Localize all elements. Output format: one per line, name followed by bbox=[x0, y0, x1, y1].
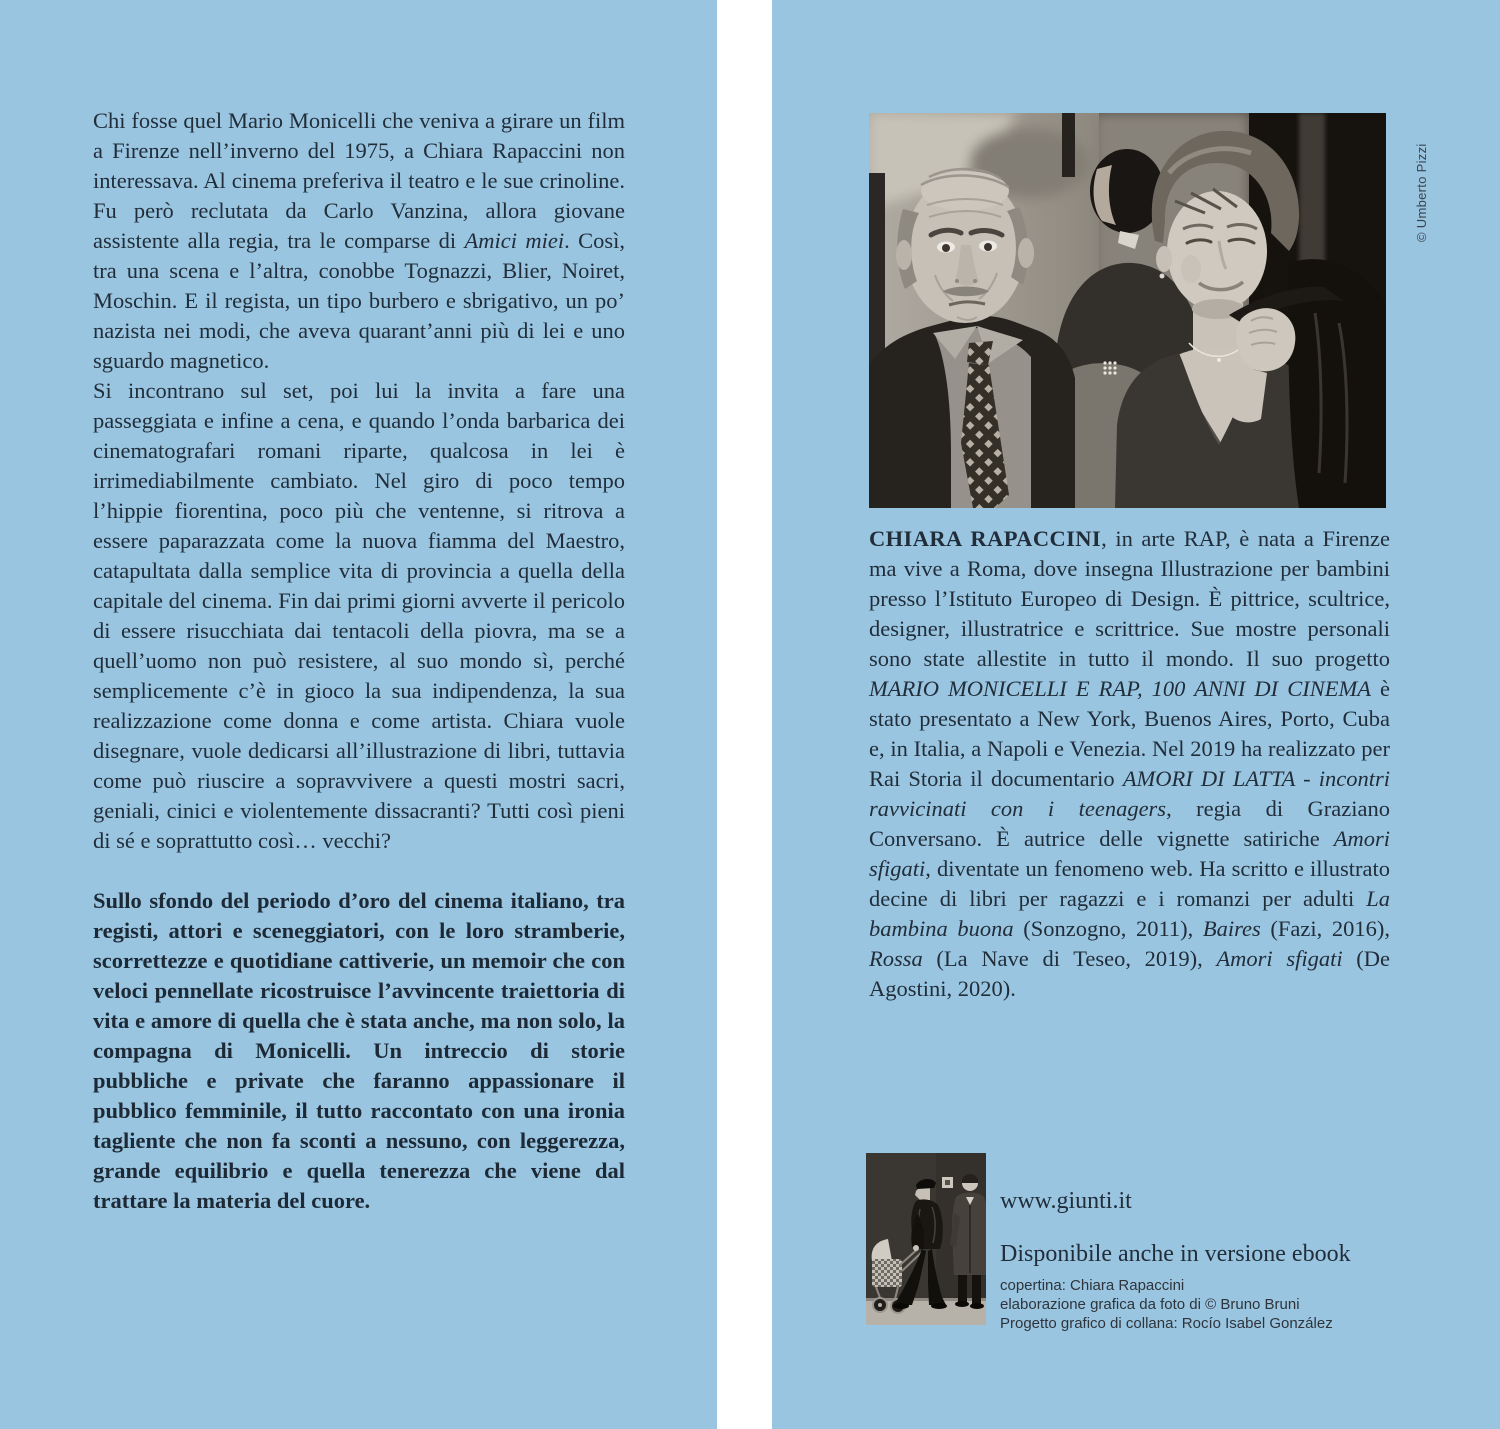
bio-run: , in arte RAP, è nata a Firenze ma vive a Roma, dove insegna Illustrazione per bambini presso l’Istituto Europeo di Design. È pittrice, scultrice, designer, illustratrice e scrittrice. Sue mostre personali sono state allestite in tutto il mondo. Il suo progetto bbox=[869, 526, 1390, 671]
bio-run: (De Agostini, 2020). bbox=[869, 946, 1391, 1001]
credit-line-series-design: Progetto grafico di collana: Rocío Isabel González bbox=[1000, 1315, 1333, 1332]
novel-title-4: Amori sfigati bbox=[1216, 946, 1343, 971]
publisher-photo bbox=[866, 1153, 986, 1325]
author-bio bbox=[869, 524, 1390, 1004]
synopsis-run: Chi fosse quel Mario Monicelli che veniva a girare un film a Firenze nell’inverno del 1975, a Chiara Rapaccini non interessava. Al cinema preferiva il teatro e le sue crinoline. Fu però reclutata da Carlo Vanzina, allora giovane assistente alla regia, tra le comparse di bbox=[93, 108, 625, 253]
documentary-title: AMORI DI LATTA - incontri ravvicinati con i teenagers bbox=[869, 766, 1390, 821]
bio-run: , regia di Graziano Conversano. È autrice delle vignette satiriche bbox=[869, 796, 1391, 851]
novel-title-1: La bambina buona bbox=[869, 886, 1390, 941]
ebook-availability-note: Disponibile anche in versione ebook bbox=[1000, 1241, 1351, 1267]
publisher-website: www.giunti.it bbox=[1000, 1188, 1132, 1214]
book-title-amici-miei: Amici miei bbox=[464, 228, 565, 253]
bio-run: , diventate un fenomeno web. Ha scritto e illustrato decine di libri per ragazzi e i romanzi per adulti bbox=[869, 856, 1390, 911]
bio-run: (Sonzogno, 2011), bbox=[1013, 916, 1203, 941]
spine-gutter bbox=[717, 0, 772, 1429]
left-flap-panel bbox=[0, 0, 717, 1429]
synopsis-paragraph-2 bbox=[93, 376, 625, 856]
synopsis-run: . Così, tra una scena e l’altra, conobbe Tognazzi, Blier, Noiret, Moschin. E il regista, un tipo burbero e sbrigativo, un po’ nazista nei modi, che aveva quarant’anni più di lei e uno sguardo magnetico. bbox=[93, 228, 626, 373]
bio-run: (Fazi, 2016), bbox=[1260, 916, 1390, 941]
novel-title-3: Rossa bbox=[869, 946, 923, 971]
synopsis-paragraph-bold bbox=[93, 886, 625, 1216]
project-title: MARIO MONICELLI E RAP, 100 ANNI DI CINEMA bbox=[869, 676, 1371, 701]
synopsis-run: Si incontrano sul set, poi lui la invita a fare una passeggiata e infine a cena, e quando l’onda barbarica dei cinematografari romani riparte, qualcosa in lei è irrimediabilmente cambiato. Nel giro di poco tempo l’hippie fiorentina, poco più che ventenne, si ritrova a essere paparazzata come la nuova fiamma del Maestro, catapultata dalla semplice vita di provincia a quella della capitale del cinema. Fin dai primi giorni avverte il pericolo di essere risucchiata dai tentacoli della piovra, ma se a quell’uomo non può resistere, al suo mondo sì, perché semplicemente c’è in gioco la sua indipendenza, la sua realizzazione come donna e come artista. Chiara vuole disegnare, vuole dedicarsi all’illustrazione di libri, tuttavia come può riuscire a sopravvivere a questi mostri sacri, geniali, cinici e violentemente dissacranti? Tutti così pieni di sé e soprattutto così… vecchi? bbox=[93, 378, 625, 853]
credit-line-cover: copertina: Chiara Rapaccini bbox=[1000, 1277, 1185, 1294]
design-credits bbox=[1000, 1276, 1333, 1333]
synopsis-run: Sullo sfondo del periodo d’oro del cinema italiano, tra registi, attori e sceneggiatori, con le loro stramberie, scorrettezze e quotidiane cattiverie, un memoir che con veloci pennellate ricostruisce l’avvincente traiettoria di vita e amore di quella che è stata anche, ma non solo, la compagna di Monicelli. Un intreccio di storie pubbliche e private che faranno appassionare il pubblico femminile, il tutto raccontato con una ironia tagliente che non fa sconti a nessuno, con leggerezza, grande equilibrio e quella tenerezza che viene dal trattare la materia del cuore. bbox=[93, 888, 625, 1213]
synopsis-paragraph-1 bbox=[93, 106, 625, 376]
bio-run: (La Nave di Teseo, 2019), bbox=[922, 946, 1217, 971]
novel-title-2: Baires bbox=[1202, 916, 1261, 941]
synopsis-text-block bbox=[93, 106, 625, 1216]
right-flap-panel bbox=[772, 0, 1500, 1429]
author-photo bbox=[869, 113, 1386, 508]
cartoon-series-title: Amori sfigati bbox=[869, 826, 1390, 881]
credit-line-photo: elaborazione grafica da foto di © Bruno Bruni bbox=[1000, 1296, 1300, 1313]
author-name: CHIARA RAPACCINI bbox=[869, 526, 1102, 551]
bio-run: è stato presentato a New York, Buenos Aires, Porto, Cuba e, in Italia, a Napoli e Venezia. Nel 2019 ha realizzato per Rai Storia il documentario bbox=[869, 676, 1390, 791]
photo-credit-vertical: © Umberto Pizzi bbox=[1414, 143, 1429, 242]
